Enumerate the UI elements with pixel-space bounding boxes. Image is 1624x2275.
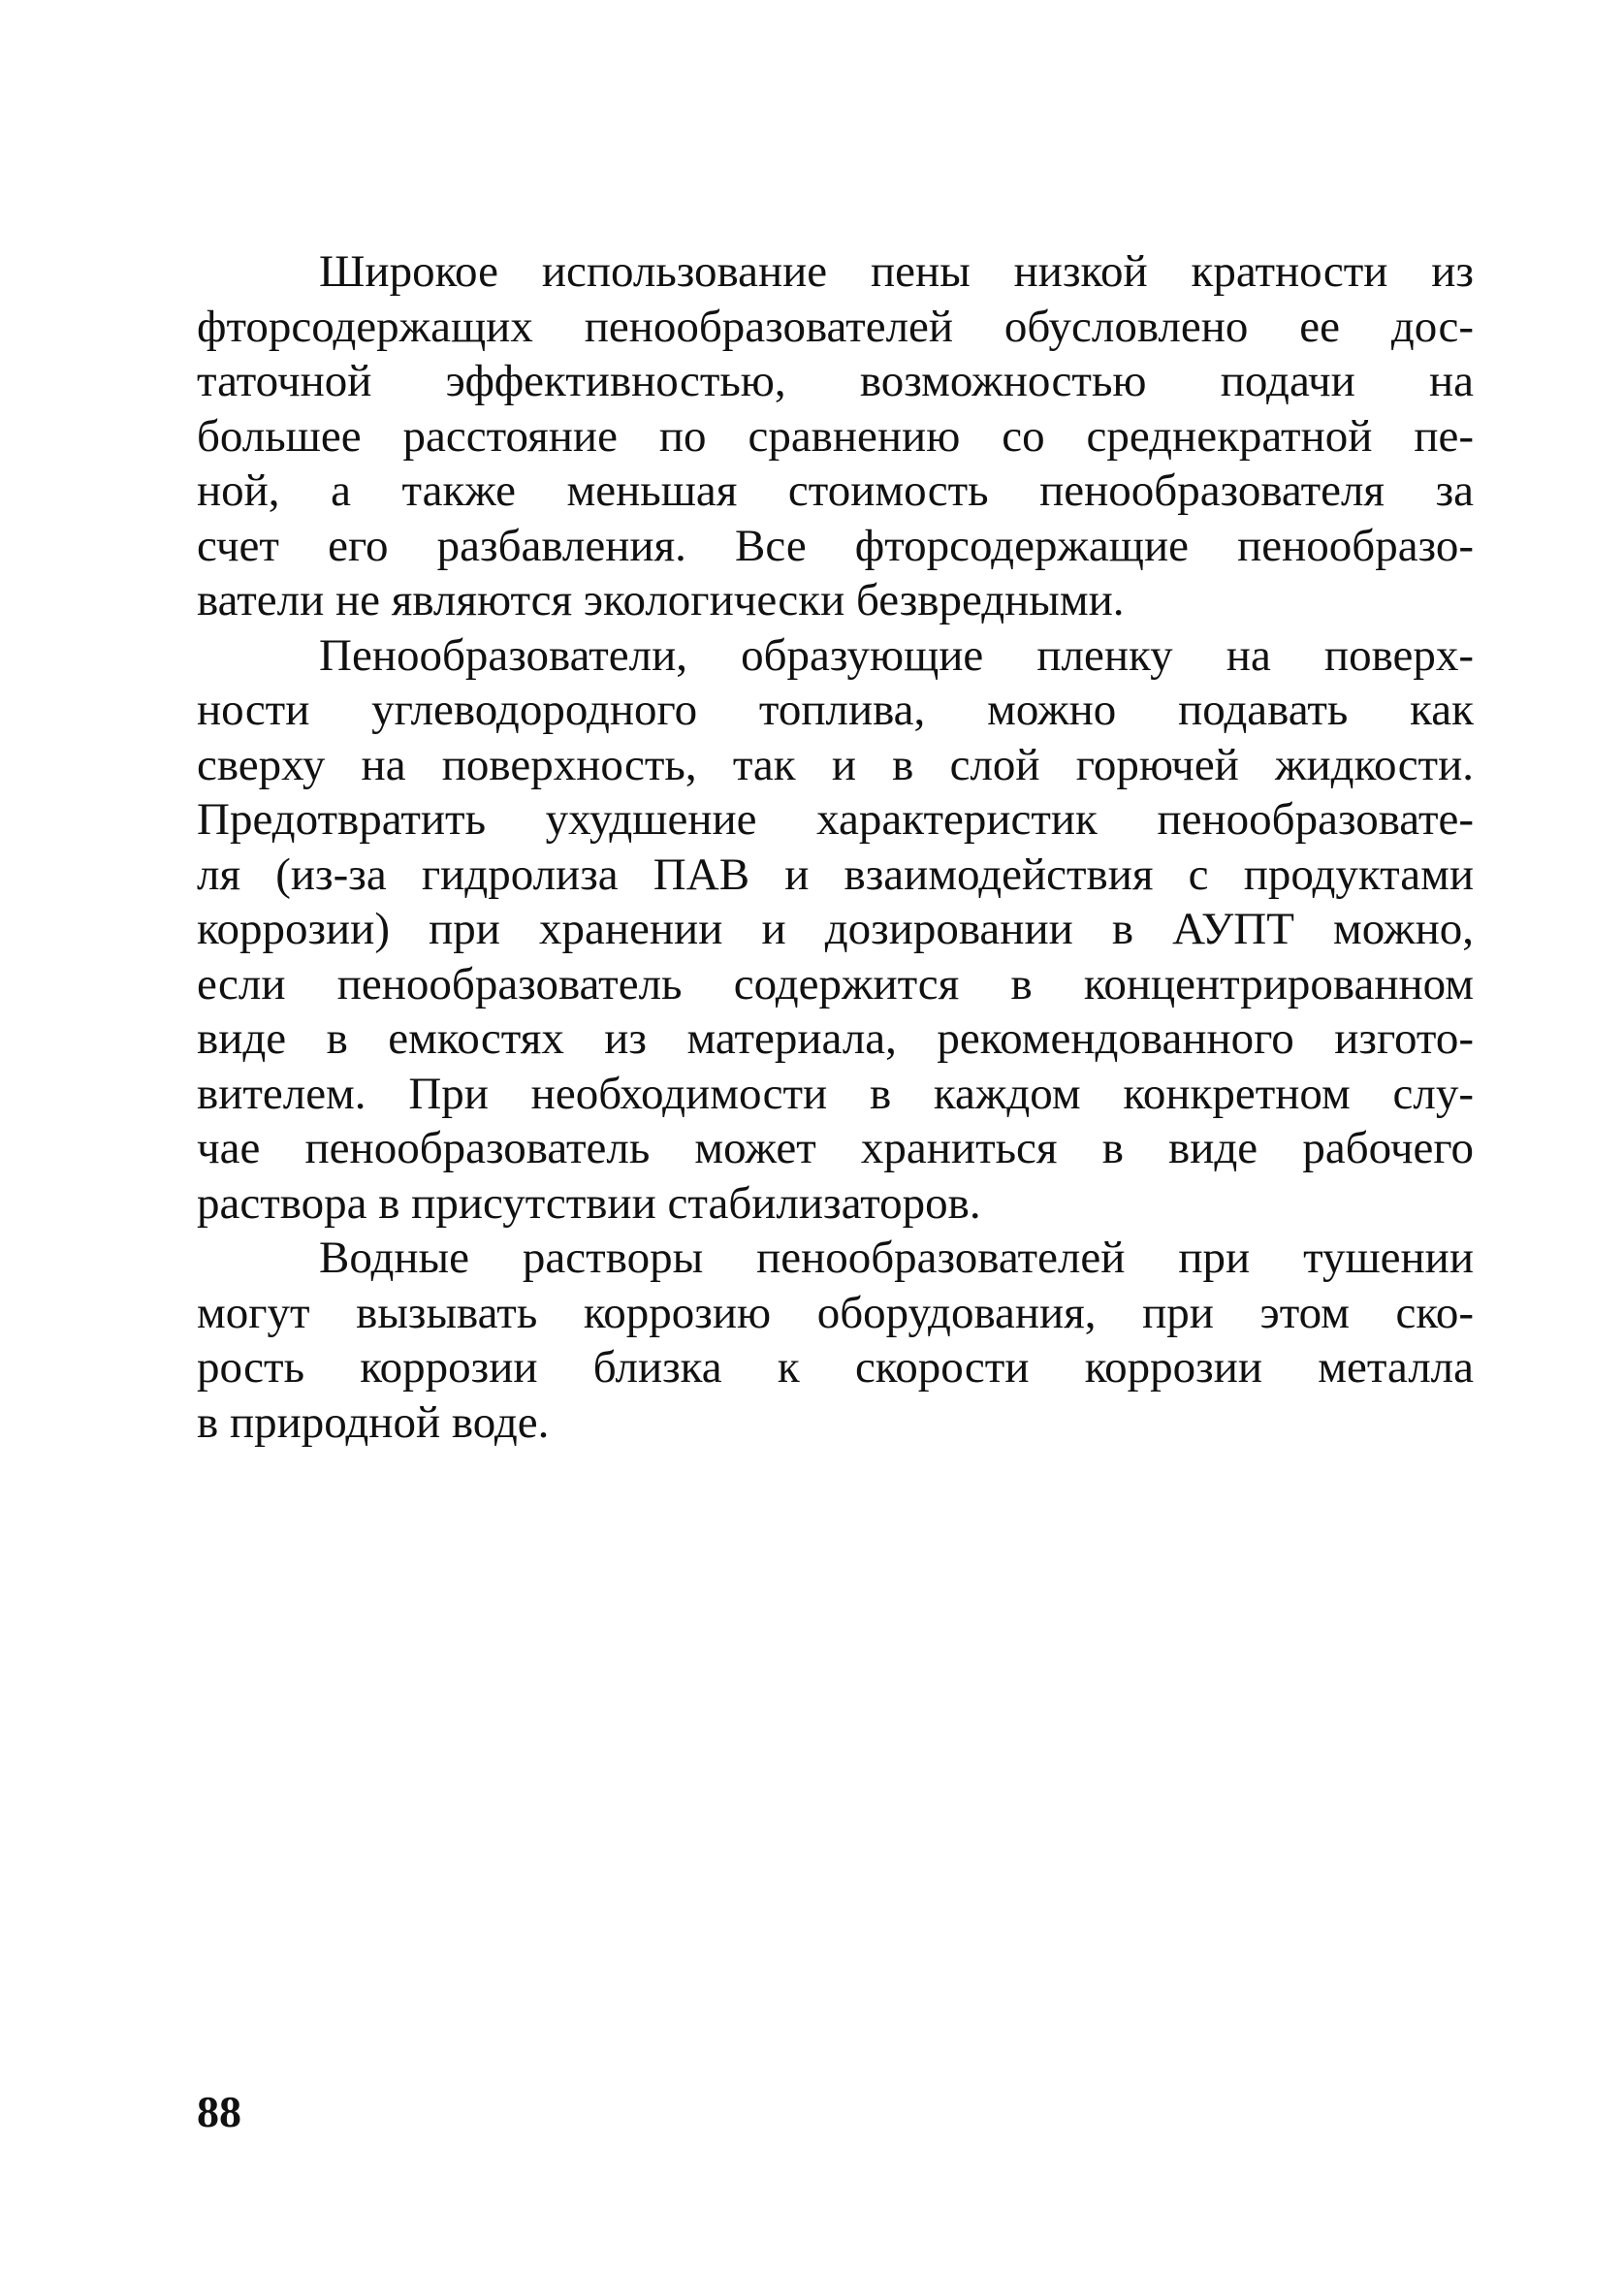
text-line: вителем. При необходимости в каждом конкретном слу- [197, 1068, 1474, 1119]
text-line: сверху на поверхность, так и в слой горючей жидкости. [197, 739, 1474, 790]
text-line: таточной эффективностью, возможностью подачи на [197, 356, 1474, 406]
text-line: Предотвратить ухудшение характеристик пенообразовате- [197, 794, 1474, 845]
text-line: счет его разбавления. Все фторсодержащие пенообразо- [197, 520, 1474, 571]
text-line: ности углеводородного топлива, можно подавать как [197, 685, 1474, 735]
text-line: Водные растворы пенообразователей при тушении [319, 1233, 1474, 1283]
text-line: чае пенообразователь может храниться в виде рабочего [197, 1123, 1474, 1173]
text-line: в природной воде. [197, 1396, 550, 1448]
text-line: большее расстояние по сравнению со среднекратной пе- [197, 410, 1474, 462]
text-line: раствора в присутствии стабилизаторов. [197, 1177, 981, 1229]
paragraph-1 [197, 244, 1474, 628]
text-line: ля (из-за гидролиза ПАВ и взаимодействия с продуктами [197, 849, 1474, 900]
text-line: рость коррозии близка к скорости коррозии металла [197, 1342, 1474, 1393]
body-text [197, 244, 1474, 1450]
paragraph-2 [197, 628, 1474, 1232]
page-number: 88 [197, 2087, 241, 2136]
text-line: коррозии) при хранении и дозировании в АУПТ можно, [197, 904, 1474, 954]
text-line: могут вызывать коррозию оборудования, при этом ско- [197, 1287, 1474, 1338]
text-line: ной, а также меньшая стоимость пенообразователя за [197, 465, 1474, 516]
text-line: фторсодержащих пенообразователей обусловлено ее дос- [197, 301, 1474, 352]
paragraph-3 [197, 1231, 1474, 1450]
text-line: Широкое использование пены низкой кратности из [319, 246, 1474, 297]
text-line: Пенообразователи, образующие пленку на поверх- [319, 629, 1474, 681]
text-line: виде в емкостях из материала, рекомендованного изгото- [197, 1013, 1474, 1064]
text-line: ватели не являются экологически безвредными. [197, 575, 1125, 625]
text-line: если пенообразователь содержится в концентрированном [197, 958, 1474, 1009]
